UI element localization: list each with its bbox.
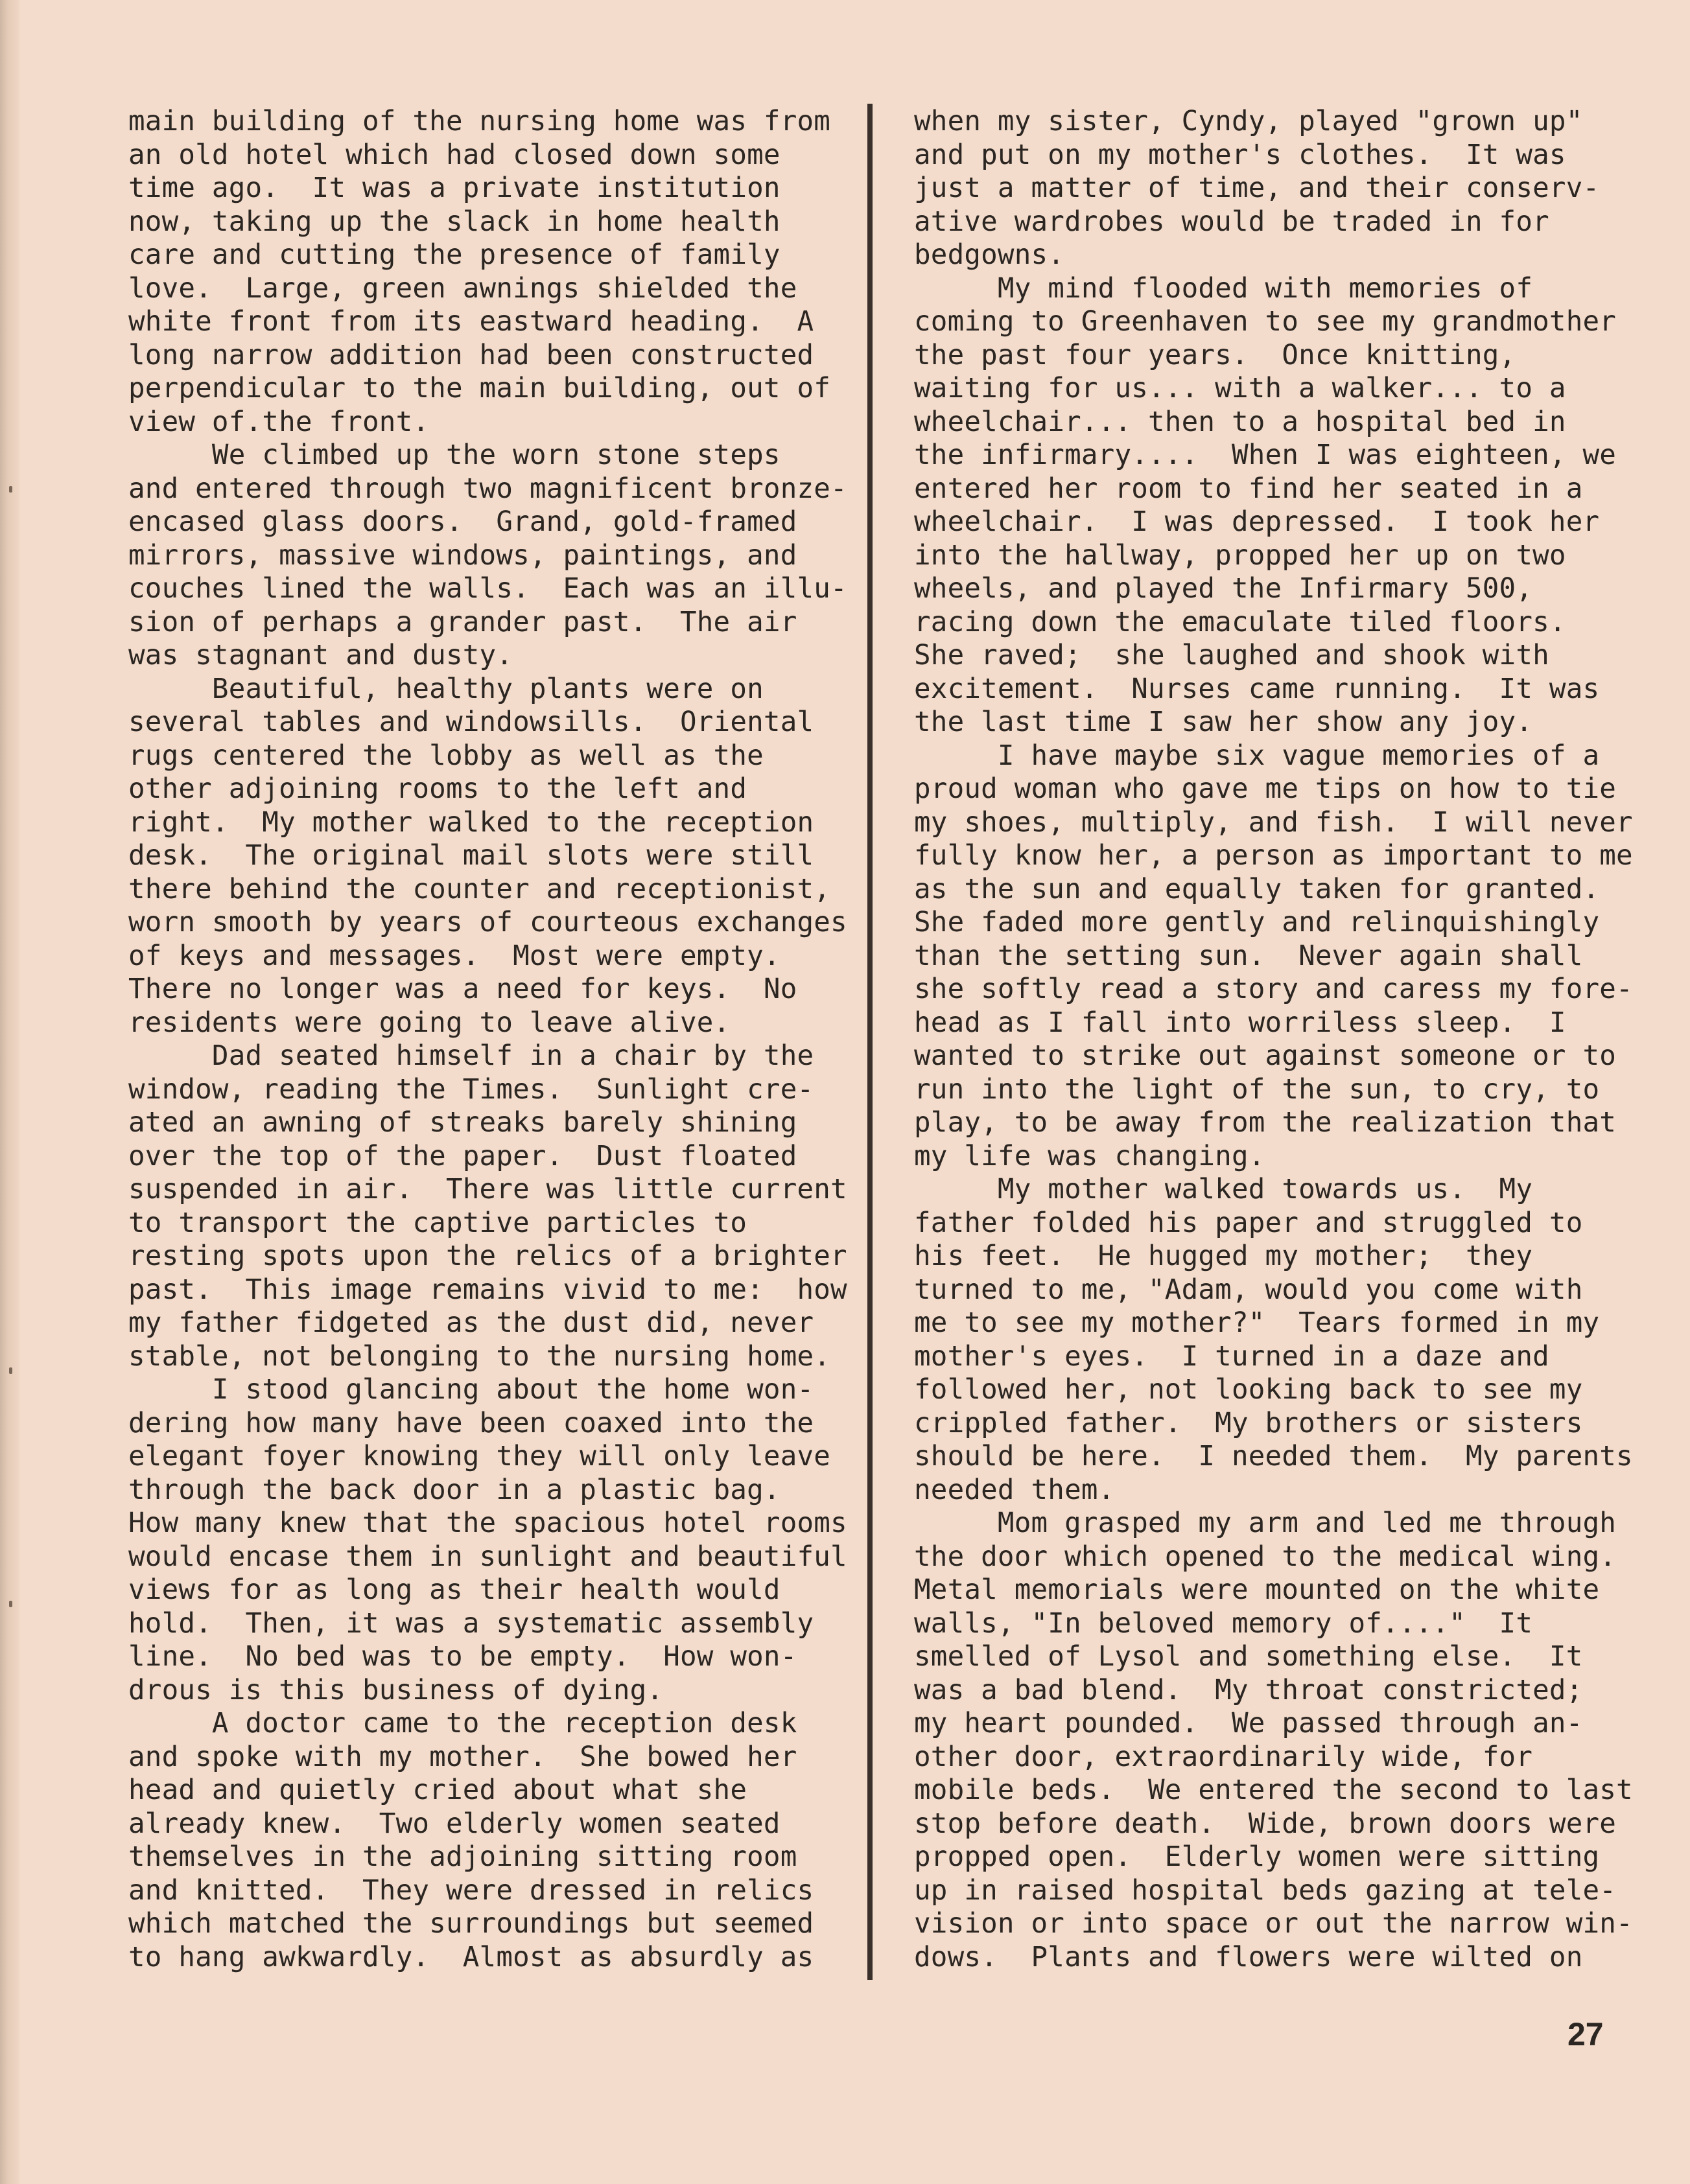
text-line: several tables and windowsills. Oriental xyxy=(128,706,814,738)
text-line: couches lined the walls. Each was an illu- xyxy=(128,573,847,605)
text-line: long narrow addition had been constructed xyxy=(128,339,814,371)
text-line: Dad seated himself in a chair by the xyxy=(128,1040,814,1072)
text-line: should be here. I needed them. My parents xyxy=(914,1441,1633,1472)
text-line: main building of the nursing home was from xyxy=(128,106,831,137)
text-line: rugs centered the lobby as well as the xyxy=(128,739,764,772)
text-line: view of.the front. xyxy=(128,406,430,438)
text-line: which matched the surroundings but seemed xyxy=(128,1908,814,1940)
text-line: excitement. Nurses came running. It was xyxy=(914,673,1600,705)
text-line: ated an awning of streaks barely shining xyxy=(128,1107,797,1139)
text-line: I stood glancing about the home won- xyxy=(128,1374,814,1406)
text-line: elegant foyer knowing they will only leave xyxy=(128,1441,831,1472)
text-line: time ago. It was a private institution xyxy=(128,172,780,204)
text-line: hold. Then, it was a systematic assembly xyxy=(128,1607,814,1640)
text-line: and put on my mother's clothes. It was xyxy=(914,139,1566,171)
text-line: she softly read a story and caress my fore- xyxy=(914,973,1633,1005)
text-line: love. Large, green awnings shielded the xyxy=(128,272,797,305)
text-line: father folded his paper and struggled to xyxy=(914,1207,1583,1239)
text-line: of keys and messages. Most were empty. xyxy=(128,940,780,972)
left-text-column xyxy=(128,105,854,1974)
text-line: mirrors, massive windows, paintings, and xyxy=(128,539,797,572)
page-speck xyxy=(9,1367,12,1374)
text-line: line. No bed was to be empty. How won- xyxy=(128,1641,797,1673)
text-line: wheels, and played the Infirmary 500, xyxy=(914,573,1533,605)
text-line: play, to be away from the realization that xyxy=(914,1107,1617,1139)
text-line: fully know her, a person as important to me xyxy=(914,840,1633,872)
page-speck xyxy=(9,486,12,493)
text-line: propped open. Elderly women were sitting xyxy=(914,1841,1600,1873)
text-line: window, reading the Times. Sunlight cre- xyxy=(128,1073,814,1106)
text-line: My mind flooded with memories of xyxy=(914,272,1533,305)
column-divider xyxy=(867,104,873,1980)
text-line: my shoes, multiply, and fish. I will never xyxy=(914,806,1633,839)
text-line: Metal memorials were mounted on the white xyxy=(914,1574,1600,1606)
text-line: over the top of the paper. Dust floated xyxy=(128,1140,797,1172)
text-line: there behind the counter and receptionist, xyxy=(128,873,831,905)
text-line: proud woman who gave me tips on how to tie xyxy=(914,773,1617,805)
text-line: through the back door in a plastic bag. xyxy=(128,1474,780,1506)
text-line: racing down the emaculate tiled floors. xyxy=(914,606,1566,638)
text-line: mother's eyes. I turned in a daze and xyxy=(914,1340,1549,1373)
text-line: How many knew that the spacious hotel rooms xyxy=(128,1507,847,1539)
text-line: My mother walked towards us. My xyxy=(914,1174,1533,1205)
text-line: vision or into space or out the narrow win- xyxy=(914,1908,1633,1940)
text-line: the past four years. Once knitting, xyxy=(914,339,1516,371)
text-line: into the hallway, propped her up on two xyxy=(914,539,1566,572)
text-line: dering how many have been coaxed into the xyxy=(128,1407,814,1439)
text-line: would encase them in sunlight and beautiful xyxy=(128,1540,847,1573)
right-text-column xyxy=(914,105,1647,1974)
text-line: his feet. He hugged my mother; they xyxy=(914,1240,1533,1272)
text-line: Mom grasped my arm and led me through xyxy=(914,1507,1617,1539)
text-line: when my sister, Cyndy, played "grown up" xyxy=(914,106,1583,137)
text-line: just a matter of time, and their conserv- xyxy=(914,172,1600,204)
text-line: views for as long as their health would xyxy=(128,1574,780,1606)
text-line: suspended in air. There was little current xyxy=(128,1174,847,1205)
text-line: already knew. Two elderly women seated xyxy=(128,1807,780,1840)
text-line: walls, "In beloved memory of...." It xyxy=(914,1607,1533,1640)
text-line: other adjoining rooms to the left and xyxy=(128,773,747,805)
text-line: run into the light of the sun, to cry, to xyxy=(914,1073,1600,1106)
text-line: residents were going to leave alive. xyxy=(128,1006,731,1039)
text-line: and knitted. They were dressed in relics xyxy=(128,1874,814,1907)
text-line: up in raised hospital beds gazing at tele- xyxy=(914,1874,1617,1907)
text-line: sion of perhaps a grander past. The air xyxy=(128,606,797,638)
page-binding-edge xyxy=(0,0,19,2184)
text-line: my life was changing. xyxy=(914,1140,1265,1172)
text-line: desk. The original mail slots were still xyxy=(128,840,814,872)
text-line: She faded more gently and relinquishingly xyxy=(914,907,1600,938)
text-line: smelled of Lysol and something else. It xyxy=(914,1641,1583,1673)
text-line: mobile beds. We entered the second to last xyxy=(914,1774,1633,1806)
text-line: head as I fall into worriless sleep. I xyxy=(914,1006,1566,1039)
text-line: ative wardrobes would be traded in for xyxy=(914,205,1549,238)
text-line: my heart pounded. We passed through an- xyxy=(914,1708,1583,1739)
text-line: stable, not belonging to the nursing home. xyxy=(128,1340,831,1373)
text-line: wanted to strike out against someone or to xyxy=(914,1040,1617,1072)
text-line: me to see my mother?" Tears formed in my xyxy=(914,1307,1600,1339)
text-line: Beautiful, healthy plants were on xyxy=(128,673,764,705)
text-line: stop before death. Wide, brown doors were xyxy=(914,1807,1617,1840)
text-line: encased glass doors. Grand, gold-framed xyxy=(128,506,797,538)
page-speck xyxy=(9,1601,12,1607)
text-line: my father fidgeted as the dust did, never xyxy=(128,1307,814,1339)
text-line: and spoke with my mother. She bowed her xyxy=(128,1741,797,1773)
text-line: needed them. xyxy=(914,1474,1115,1506)
text-line: wheelchair. I was depressed. I took her xyxy=(914,506,1600,538)
text-line: crippled father. My brothers or sisters xyxy=(914,1407,1583,1439)
text-line: themselves in the adjoining sitting room xyxy=(128,1841,797,1873)
text-line: A doctor came to the reception desk xyxy=(128,1708,797,1739)
text-line: worn smooth by years of courteous exchanges xyxy=(128,907,847,938)
text-line: and entered through two magnificent bronze- xyxy=(128,472,847,505)
text-line: She raved; she laughed and shook with xyxy=(914,640,1549,671)
text-line: the door which opened to the medical wing. xyxy=(914,1540,1617,1573)
text-line: entered her room to find her seated in a xyxy=(914,472,1583,505)
page-number: 27 xyxy=(1567,2016,1604,2052)
text-line: coming to Greenhaven to see my grandmother xyxy=(914,306,1617,338)
text-line: an old hotel which had closed down some xyxy=(128,139,780,171)
text-line: to transport the captive particles to xyxy=(128,1207,747,1239)
text-line: was stagnant and dusty. xyxy=(128,640,513,671)
text-line: wheelchair... then to a hospital bed in xyxy=(914,406,1566,438)
text-line: drous is this business of dying. xyxy=(128,1674,664,1706)
text-line: care and cutting the presence of family xyxy=(128,239,780,271)
text-line: bedgowns. xyxy=(914,239,1065,271)
text-line: as the sun and equally taken for granted. xyxy=(914,873,1600,905)
text-line: dows. Plants and flowers were wilted on xyxy=(914,1941,1583,1973)
text-line: the infirmary.... When I was eighteen, we xyxy=(914,439,1617,471)
text-line: now, taking up the slack in home health xyxy=(128,205,780,238)
text-line: than the setting sun. Never again shall xyxy=(914,940,1583,972)
text-line: was a bad blend. My throat constricted; xyxy=(914,1674,1583,1706)
text-line: followed her, not looking back to see my xyxy=(914,1374,1583,1406)
text-line: head and quietly cried about what she xyxy=(128,1774,747,1806)
text-line: turned to me, "Adam, would you come with xyxy=(914,1273,1583,1306)
text-line: white front from its eastward heading. A xyxy=(128,306,814,338)
text-line: right. My mother walked to the reception xyxy=(128,806,814,839)
text-line: We climbed up the worn stone steps xyxy=(128,439,780,471)
text-line: waiting for us... with a walker... to a xyxy=(914,373,1566,404)
text-line: There no longer was a need for keys. No xyxy=(128,973,797,1005)
text-line: to hang awkwardly. Almost as absurdly as xyxy=(128,1941,814,1973)
text-line: resting spots upon the relics of a brighter xyxy=(128,1240,847,1272)
text-line: the last time I saw her show any joy. xyxy=(914,706,1533,738)
text-line: I have maybe six vague memories of a xyxy=(914,739,1600,772)
text-line: past. This image remains vivid to me: how xyxy=(128,1273,847,1306)
text-line: perpendicular to the main building, out of xyxy=(128,373,831,404)
text-line: other door, extraordinarily wide, for xyxy=(914,1741,1533,1773)
